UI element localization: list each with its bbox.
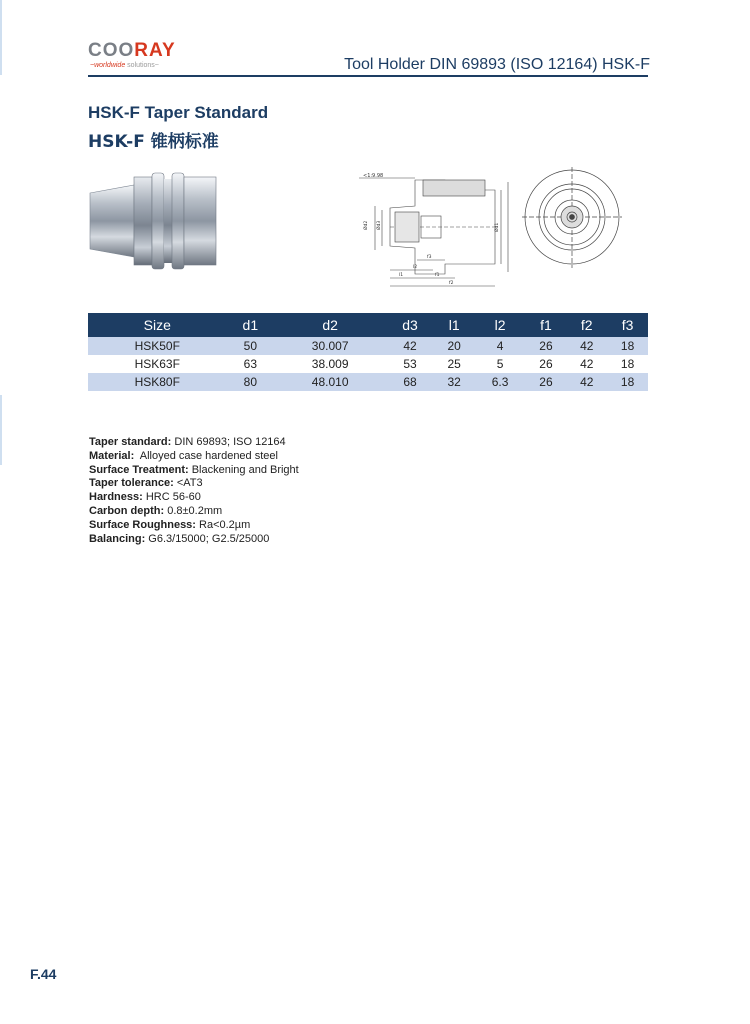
tool-holder-photo	[88, 165, 218, 277]
col-d3: d3	[386, 313, 434, 337]
dim-d1: Ød1	[495, 222, 500, 232]
table-cell: 26	[526, 373, 567, 391]
col-f3: f3	[607, 313, 648, 337]
spec-surface-roughness: Surface Roughness: Ra<0.2µm	[89, 518, 251, 531]
table-cell: 38.009	[274, 355, 386, 373]
table-cell: 53	[386, 355, 434, 373]
table-cell: 26	[526, 355, 567, 373]
document-title: Tool Holder DIN 69893 (ISO 12164) HSK-F	[344, 56, 650, 73]
table-row	[88, 355, 648, 373]
dim-f3: f3	[427, 255, 432, 260]
spec-taper-tolerance: Taper tolerance: <AT3	[89, 477, 203, 490]
col-l1: l1	[434, 313, 475, 337]
end-view-drawing	[522, 165, 622, 270]
logo-tagline	[90, 62, 159, 69]
logo-wordmark	[88, 40, 176, 62]
spec-carbon-depth: Carbon depth: 0.8±0.2mm	[89, 504, 223, 517]
table-cell: 18	[607, 373, 648, 391]
spec-taper-standard: Taper standard: DIN 69893; ISO 12164	[89, 436, 286, 448]
col-f1: f1	[526, 313, 567, 337]
side-margin-mark	[0, 0, 2, 75]
table-cell: 4	[475, 337, 526, 355]
table-cell: 25	[434, 355, 475, 373]
table-cell: HSK50F	[88, 337, 227, 355]
company-logo	[88, 40, 208, 74]
spec-balancing: Balancing: G6.3/15000; G2.5/25000	[89, 532, 270, 545]
table-cell: 18	[607, 337, 648, 355]
col-size: Size	[88, 313, 227, 337]
dim-f1: f1	[435, 273, 440, 278]
col-d1: d1	[227, 313, 275, 337]
table-cell: 80	[227, 373, 275, 391]
table-cell: 26	[526, 337, 567, 355]
table-cell: 68	[386, 373, 434, 391]
table-cell: 5	[475, 355, 526, 373]
table-row	[88, 373, 648, 391]
table-cell: 50	[227, 337, 275, 355]
logo-word-coo: COO	[88, 40, 135, 61]
table-cell: 20	[434, 337, 475, 355]
table-cell: 30.007	[274, 337, 386, 355]
table-cell: 6.3	[475, 373, 526, 391]
dim-l2: l2	[413, 265, 418, 270]
dim-f2: f2	[449, 281, 454, 286]
spec-surface-treatment: Surface Treatment: Blackening and Bright	[89, 463, 299, 476]
table-row	[88, 337, 648, 355]
spec-material: Material: Alloyed case hardened steel	[89, 449, 278, 462]
table-cell: 32	[434, 373, 475, 391]
section-title-en: HSK-F Taper Standard	[88, 103, 269, 122]
table-cell: 48.010	[274, 373, 386, 391]
side-margin-mark	[0, 395, 2, 465]
dim-l1: l1	[399, 273, 404, 278]
table-cell: 42	[566, 355, 607, 373]
table-cell: HSK63F	[88, 355, 227, 373]
table-header-row	[88, 313, 648, 337]
header-rule	[88, 75, 648, 77]
page-number: F.44	[30, 966, 57, 982]
section-title-cn: HSK-F 锥柄标准	[88, 132, 219, 152]
spec-list	[89, 436, 299, 546]
dim-d3: Ød3	[377, 220, 382, 230]
col-d2: d2	[274, 313, 386, 337]
table-cell: 42	[566, 337, 607, 355]
dim-d2: Ød2	[364, 220, 369, 230]
col-l2: l2	[475, 313, 526, 337]
logo-tagline-a: ~worldwide	[90, 62, 126, 69]
table-cell: HSK80F	[88, 373, 227, 391]
taper-label: <1:9.98	[363, 173, 384, 179]
spec-hardness: Hardness: HRC 56-60	[89, 491, 201, 504]
spec-table	[88, 313, 648, 391]
table-cell: 42	[386, 337, 434, 355]
table-cell: 63	[227, 355, 275, 373]
table-cell: 18	[607, 355, 648, 373]
table-cell: 42	[566, 373, 607, 391]
logo-tagline-b: solutions~	[127, 62, 159, 69]
col-f2: f2	[566, 313, 607, 337]
cross-section-drawing	[355, 168, 515, 292]
logo-word-ray: RAY	[134, 40, 176, 61]
